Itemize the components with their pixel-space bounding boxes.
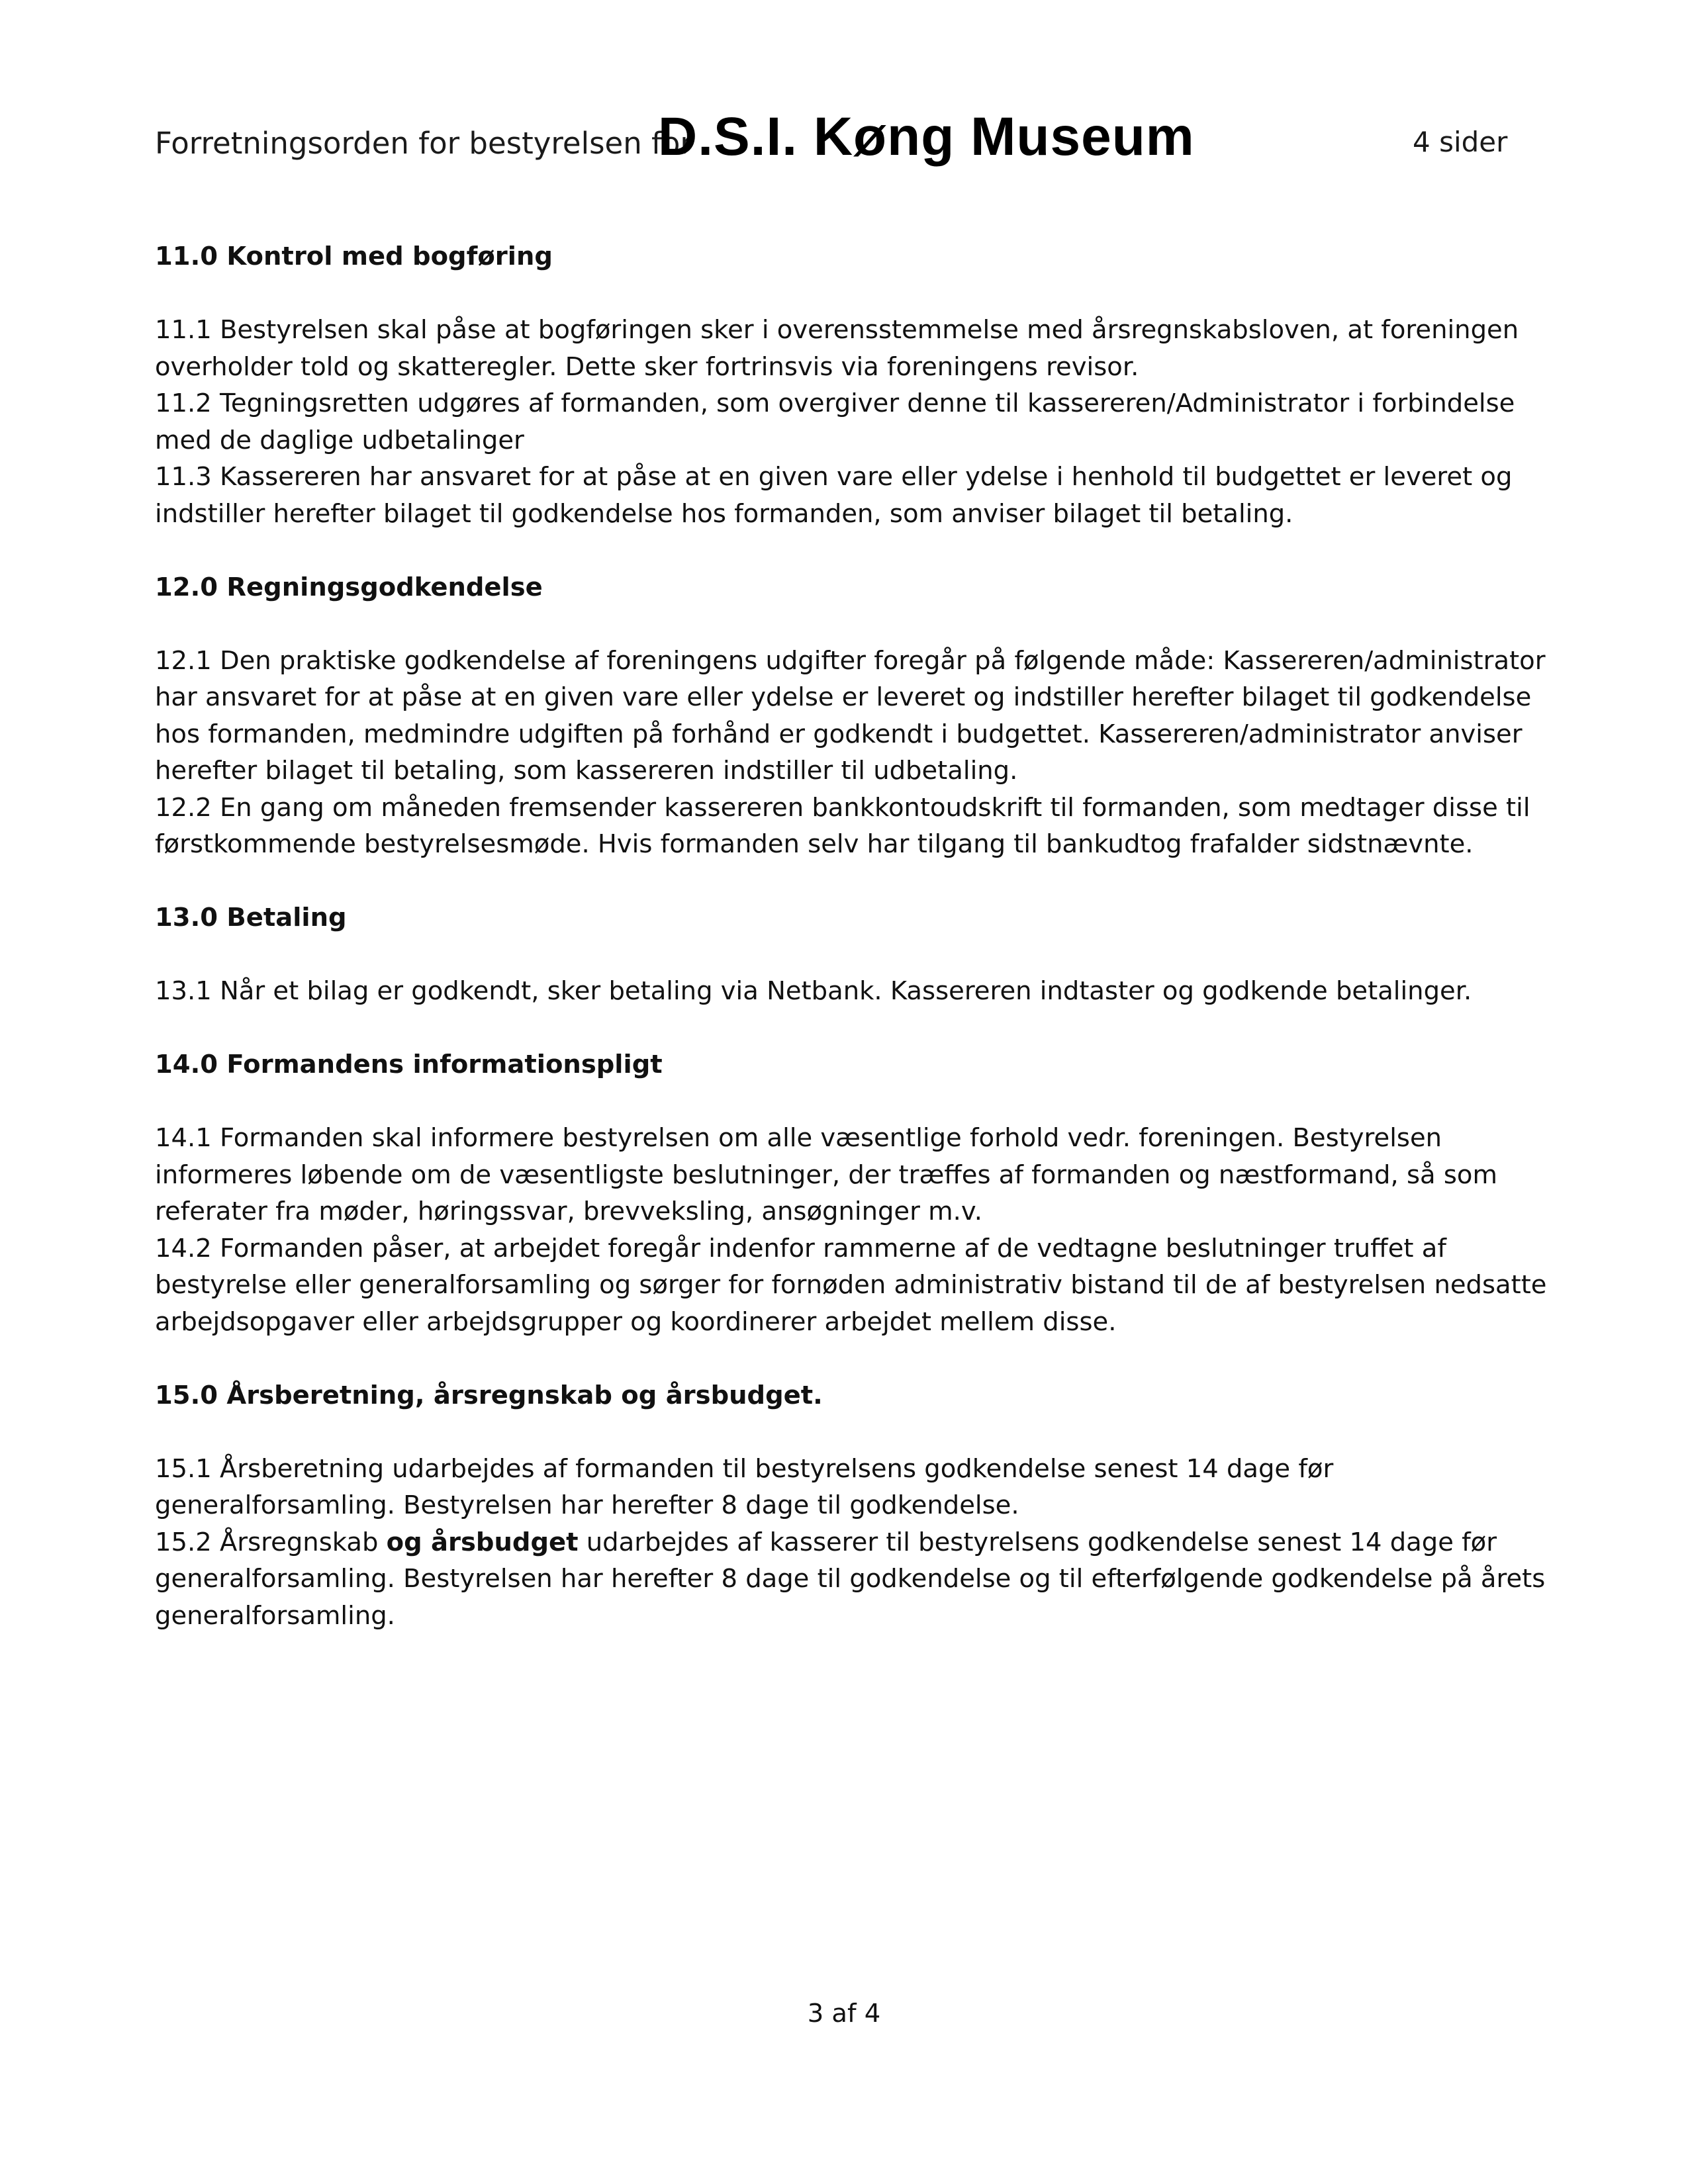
paragraph-12-1: 12.1 Den praktiske godkendelse af foreningens udgifter foregår på følgende måde: Kassereren/administrator har ansvaret for at påse at en given vare eller ydelse er leveret og indstiller herefter bilaget til godkendelse hos formanden, medmindre udgiften på forhånd er godkendt i budgettet. Kassereren/administrator anviser herefter bilaget til betaling, som kassereren indstiller til udbetaling. (155, 645, 1546, 786)
paragraph-15-2-end: udarbejdes af kasserer til bestyrelsens godkendelse senest 14 dage før generalforsamling. Bestyrelsen har herefter 8 dage til godkendelse og til efterfølgende godkendelse på årets generalforsamling. (155, 1527, 1546, 1631)
section-13 (155, 973, 1565, 1010)
paragraph-12-2: 12.2 En gang om måneden fremsender kassereren bankkontoudskrift til formanden, som medtager disse til førstkommende bestyrelsesmøde. Hvis formanden selv har tilgang til bankudtog frafalder sidstnævnte. (155, 792, 1530, 859)
page-number: 3 af 4 (807, 1999, 881, 2028)
museum-name: D.S.I. Køng Museum (658, 107, 1195, 167)
paragraph-11-1: 11.1 Bestyrelsen skal påse at bogføringen sker i overensstemmelse med årsregnskabsloven, at foreningen overholder told og skatteregler. Dette sker fortrinsvis via foreningens revisor. (155, 315, 1519, 382)
document-body (155, 238, 1565, 1671)
paragraph-15-2-start: 15.2 Årsregnskab (155, 1527, 387, 1557)
section-heading-11: 11.0 Kontrol med bogføring (155, 242, 553, 271)
paragraph-14-2: 14.2 Formanden påser, at arbejdet foregår indenfor rammerne af de vedtagne beslutninger truffet af bestyrelse eller generalforsamling og sørger for fornøden administrativ bistand til de af bestyrelsen nedsatte arbejdsopgaver eller arbejdsgrupper og koordinerer arbejdet mellem disse. (155, 1233, 1547, 1337)
paragraph-15-1: 15.1 Årsberetning udarbejdes af formanden til bestyrelsens godkendelse senest 14 dage før generalforsamling. Bestyrelsen har herefter 8 dage til godkendelse. (155, 1453, 1334, 1520)
section-12 (155, 643, 1565, 863)
paragraph-15-2 (155, 1524, 1565, 1635)
paragraph-13-1: 13.1 Når et bilag er godkendt, sker betaling via Netbank. Kassereren indtaster og godkende betalinger. (155, 976, 1472, 1006)
page-header (155, 106, 1508, 179)
page-count: 4 sider (1413, 126, 1508, 158)
section-heading-14: 14.0 Formandens informationspligt (155, 1050, 663, 1079)
section-14 (155, 1120, 1565, 1340)
page-footer (0, 1999, 1688, 2028)
section-15 (155, 1451, 1565, 1635)
header-prefix: Forretningsorden for bestyrelsen for (155, 126, 692, 161)
section-heading-12: 12.0 Regningsgodkendelse (155, 572, 543, 602)
section-heading-13: 13.0 Betaling (155, 903, 347, 933)
paragraph-11-3: 11.3 Kassereren har ansvaret for at påse at en given vare eller ydelse i henhold til budgettet er leveret og indstiller herefter bilaget til godkendelse hos formanden, som anviser bilaget til betaling. (155, 462, 1513, 529)
paragraph-15-2-bold: og årsbudget (386, 1527, 579, 1557)
section-heading-15: 15.0 Årsberetning, årsregnskab og årsbudget. (155, 1380, 823, 1410)
section-11 (155, 312, 1565, 532)
paragraph-14-1: 14.1 Formanden skal informere bestyrelsen om alle væsentlige forhold vedr. foreningen. Bestyrelsen informeres løbende om de væsentligste beslutninger, der træffes af formanden og næstformand, så som referater fra møder, høringssvar, brevveksling, ansøgninger m.v. (155, 1123, 1497, 1226)
paragraph-11-2: 11.2 Tegningsretten udgøres af formanden, som overgiver denne til kassereren/Administrator i forbindelse med de daglige udbetalinger (155, 388, 1515, 455)
